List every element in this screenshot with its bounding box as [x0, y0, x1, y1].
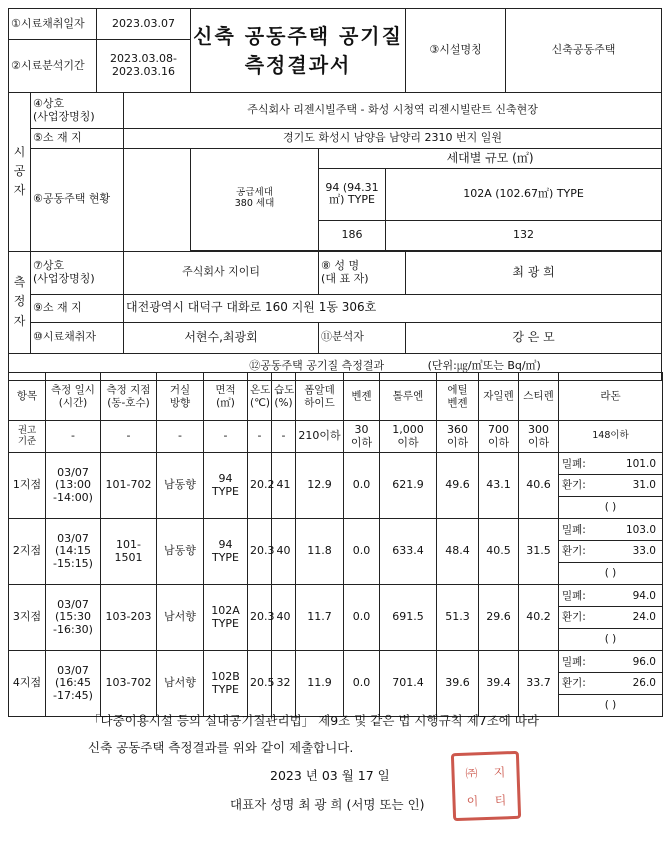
constructor-address: 경기도 화성시 남양읍 남양리 2310 번지 일원: [124, 129, 662, 149]
radon-subtable: [559, 652, 662, 716]
signature-line: 대표자 성명 최 광 희 (서명 또는 인): [230, 797, 425, 812]
row-area-suffix: TYPE: [211, 484, 240, 498]
radon-closed-value: 101.0: [625, 457, 656, 470]
col-area: 면적 (㎡): [204, 373, 248, 421]
radon-closed-value: 94.0: [632, 589, 656, 602]
radon-closed-value: 103.0: [625, 523, 656, 536]
standard-label: 권고 기준: [9, 421, 46, 453]
seal-char: ㈜: [465, 765, 478, 781]
housing-status-label: ⑥공동주택 현황: [31, 149, 124, 252]
analysis-period: [97, 40, 191, 93]
row-area-type: 94: [218, 471, 233, 485]
sampling-date-label: ①시료채취일자: [9, 9, 97, 40]
row-toluene: 701.4: [380, 651, 437, 717]
row-humidity: 41: [272, 453, 296, 519]
col-toluene: 톨루엔: [380, 373, 437, 421]
representative-label: [319, 251, 406, 294]
radon-subtable: [559, 586, 662, 650]
row-xylene: 40.5: [479, 519, 519, 585]
row-area-type: 102B: [211, 669, 240, 683]
scale-label: 세대별 규모 (㎡): [319, 149, 662, 169]
row-xylene: 39.4: [479, 651, 519, 717]
row-area: [204, 519, 248, 585]
constructor-name-label-2: (사업장명칭): [33, 109, 95, 123]
analyst: 강 은 모: [406, 322, 662, 353]
row-time-end: -15:15): [53, 556, 93, 570]
row-formaldehyde: 11.9: [296, 651, 344, 717]
measurement-row: [9, 585, 663, 651]
supply-label: 공급세대: [236, 187, 273, 199]
col-humidity: 습도 (%): [272, 373, 296, 421]
row-temp: 20.2: [248, 453, 272, 519]
company-seal: [451, 751, 521, 821]
analysis-period-end: 2023.03.16: [112, 65, 176, 78]
radon-closed-value: 96.0: [632, 655, 656, 668]
row-area-type: 94: [218, 537, 233, 551]
col-temp: 온도 (℃): [248, 373, 272, 421]
representative-label-1: ⑧ 성 명: [321, 258, 360, 272]
row-time-start: (13:00: [55, 478, 91, 492]
standard-dash: -: [157, 421, 204, 453]
row-radon: [559, 453, 663, 519]
col-benzene: 벤젠: [344, 373, 380, 421]
row-point: 2지점: [9, 519, 46, 585]
measurer-name: 주식회사 지이티: [124, 251, 319, 294]
radon-blank: ( ): [604, 501, 617, 514]
col-xylene: 자일렌: [479, 373, 519, 421]
row-ethylbenzene: 51.3: [437, 585, 479, 651]
measurement-row: [9, 453, 663, 519]
row-point: 3지점: [9, 585, 46, 651]
row-time-end: -16:30): [53, 622, 93, 636]
row-xylene: 43.1: [479, 453, 519, 519]
radon-blank: ( ): [604, 567, 617, 580]
col-direction: 거실 방향: [157, 373, 204, 421]
row-radon: [559, 585, 663, 651]
row-area-type: 102A: [211, 603, 240, 617]
representative-label-2: (대 표 자): [321, 271, 369, 285]
standard-styrene: 300 이하: [519, 421, 559, 453]
statement-line-1: 「다중이용시설 등의 실내공기질관리법」 제9조 및 같은 법 시행규칙 제7조에 따라: [88, 713, 539, 728]
row-radon: [559, 651, 663, 717]
title-line-1: 신축 공동주택 공기질: [193, 23, 403, 48]
type-102a: 102A (102.67㎡) TYPE: [386, 169, 662, 221]
measurement-row: [9, 651, 663, 717]
radon-closed-label: 밀폐:: [562, 523, 586, 536]
row-formaldehyde: 12.9: [296, 453, 344, 519]
constructor-name-label-1: ④상호: [33, 96, 65, 110]
row-toluene: 691.5: [380, 585, 437, 651]
results-header-row: [9, 373, 663, 421]
col-ethylbenzene: 에틸 벤젠: [437, 373, 479, 421]
row-point: 1지점: [9, 453, 46, 519]
col-styrene: 스티렌: [519, 373, 559, 421]
row-styrene: 31.5: [519, 519, 559, 585]
submission-date: 2023 년 03 월 17 일: [270, 768, 390, 783]
radon-vent-label: 환기:: [562, 677, 586, 690]
info-table: [8, 8, 662, 381]
title-line-2: 측정결과서: [244, 52, 352, 77]
row-benzene: 0.0: [344, 519, 380, 585]
analysis-period-label: ②시료분석기간: [9, 40, 97, 93]
row-time-start: (16:45: [55, 676, 91, 690]
seal-char: 티: [494, 792, 507, 808]
facility-label: ③시설명칭: [406, 9, 506, 93]
type-102a-count: 132: [386, 220, 662, 250]
row-ethylbenzene: 48.4: [437, 519, 479, 585]
row-area-suffix: TYPE: [211, 682, 240, 696]
row-temp: 20.3: [248, 519, 272, 585]
sampling-date: 2023.03.07: [97, 9, 191, 40]
row-ethylbenzene: 39.6: [437, 651, 479, 717]
row-styrene: 33.7: [519, 651, 559, 717]
measurer-name-label-1: ⑦상호: [33, 258, 65, 272]
row-formaldehyde: 11.8: [296, 519, 344, 585]
row-location: 101-1501: [101, 519, 157, 585]
col-item: 항목: [9, 373, 46, 421]
radon-vent-value: 26.0: [632, 677, 656, 690]
row-date: 03/07: [57, 597, 89, 611]
radon-blank: ( ): [604, 633, 617, 646]
row-datetime: [46, 519, 101, 585]
radon-subtable: [559, 454, 662, 518]
radon-vent-value: 33.0: [632, 545, 656, 558]
measurer-name-label-2: (사업장명칭): [33, 271, 95, 285]
row-humidity: 40: [272, 585, 296, 651]
constructor-name-label: [31, 93, 124, 129]
result-rows: [9, 453, 663, 717]
row-temp: 20.5: [248, 651, 272, 717]
supply-count: 380 세대: [234, 198, 275, 210]
row-time-end: -17:45): [53, 688, 93, 702]
type-94-count: 186: [319, 220, 386, 250]
standard-dash: -: [101, 421, 157, 453]
col-formaldehyde: 폼알데 하이드: [296, 373, 344, 421]
facility-name: 신축공동주택: [506, 9, 662, 93]
row-area-suffix: TYPE: [211, 616, 240, 630]
constructor-address-label: ⑤소 재 지: [31, 129, 124, 149]
results-unit: (단위:㎍/㎥또는 Bq/㎥): [427, 359, 541, 373]
row-benzene: 0.0: [344, 585, 380, 651]
row-area: [204, 651, 248, 717]
standard-dash: -: [248, 421, 272, 453]
row-benzene: 0.0: [344, 651, 380, 717]
standard-dash: -: [204, 421, 248, 453]
col-datetime: 측정 일시 (시간): [46, 373, 101, 421]
row-time-start: (15:30: [55, 610, 91, 624]
row-direction: 남서향: [157, 585, 204, 651]
measurer-address-label: ⑨소 재 지: [31, 294, 124, 322]
supply-households: [191, 149, 319, 251]
row-area: [204, 585, 248, 651]
standard-row: [9, 421, 663, 453]
row-radon: [559, 519, 663, 585]
row-area-suffix: TYPE: [211, 550, 240, 564]
standard-benzene: 30 이하: [344, 421, 380, 453]
radon-closed-label: 밀폐:: [562, 589, 586, 602]
row-humidity: 32: [272, 651, 296, 717]
row-point: 4지점: [9, 651, 46, 717]
row-humidity: 40: [272, 519, 296, 585]
radon-vent-label: 환기:: [562, 545, 586, 558]
radon-closed-label: 밀폐:: [562, 457, 586, 470]
results-table: [8, 372, 663, 717]
statement-line-2: 신축 공동주택 측정결과를 위와 같이 제출합니다.: [88, 740, 354, 755]
representative-name: 최 광 희: [406, 251, 662, 294]
analyst-label: ⑪분석자: [319, 322, 406, 353]
col-radon: 라돈: [559, 373, 663, 421]
row-direction: 남서향: [157, 651, 204, 717]
row-temp: 20.3: [248, 585, 272, 651]
constructor-side-label: 시 공 자: [9, 93, 31, 252]
row-time-end: -14:00): [53, 490, 93, 504]
radon-vent-label: 환기:: [562, 479, 586, 492]
type-94: 94 (94.31㎡) TYPE: [319, 169, 386, 221]
row-styrene: 40.6: [519, 453, 559, 519]
row-xylene: 29.6: [479, 585, 519, 651]
row-direction: 남동향: [157, 519, 204, 585]
row-time-start: (14:15: [55, 544, 91, 558]
standard-radon: 148이하: [559, 421, 663, 453]
radon-vent-value: 24.0: [632, 611, 656, 624]
row-area: [204, 453, 248, 519]
standard-xylene: 700 이하: [479, 421, 519, 453]
row-location: 101-702: [101, 453, 157, 519]
standard-toluene: 1,000 이하: [380, 421, 437, 453]
row-datetime: [46, 585, 101, 651]
measurer-address: 대전광역시 대덕구 대화로 160 지원 1동 306호: [124, 294, 662, 322]
standard-formaldehyde: 210이하: [296, 421, 344, 453]
samplers: 서현수,최광회: [124, 322, 319, 353]
standard-dash: -: [272, 421, 296, 453]
row-date: 03/07: [57, 531, 89, 545]
radon-blank: ( ): [604, 699, 617, 712]
analysis-period-start: 2023.03.08-: [110, 52, 177, 66]
row-direction: 남동향: [157, 453, 204, 519]
measurer-name-label: [31, 251, 124, 294]
measurer-side-label: 측 정 자: [9, 251, 31, 353]
row-benzene: 0.0: [344, 453, 380, 519]
seal-char: 이: [466, 793, 479, 809]
row-location: 103-702: [101, 651, 157, 717]
results-title: ⑫공동주택 공기질 측정결과: [249, 359, 385, 373]
radon-vent-value: 31.0: [632, 479, 656, 492]
row-datetime: [46, 453, 101, 519]
row-datetime: [46, 651, 101, 717]
seal-char: 지: [493, 764, 506, 780]
row-formaldehyde: 11.7: [296, 585, 344, 651]
document-title: [191, 9, 406, 93]
row-location: 103-203: [101, 585, 157, 651]
standard-ethylbenzene: 360 이하: [437, 421, 479, 453]
constructor-name: 주식회사 리젠시빌주택 - 화성 시청역 리젠시빌란트 신축현장: [124, 93, 662, 129]
radon-closed-label: 밀폐:: [562, 655, 586, 668]
sampler-label: ⑩시료채취자: [31, 322, 124, 353]
row-ethylbenzene: 49.6: [437, 453, 479, 519]
row-date: 03/07: [57, 663, 89, 677]
radon-vent-label: 환기:: [562, 611, 586, 624]
row-date: 03/07: [57, 465, 89, 479]
measurement-row: [9, 519, 663, 585]
radon-subtable: [559, 520, 662, 584]
col-location: 측정 지점 (동-호수): [101, 373, 157, 421]
standard-dash: -: [46, 421, 101, 453]
row-toluene: 621.9: [380, 453, 437, 519]
row-toluene: 633.4: [380, 519, 437, 585]
row-styrene: 40.2: [519, 585, 559, 651]
